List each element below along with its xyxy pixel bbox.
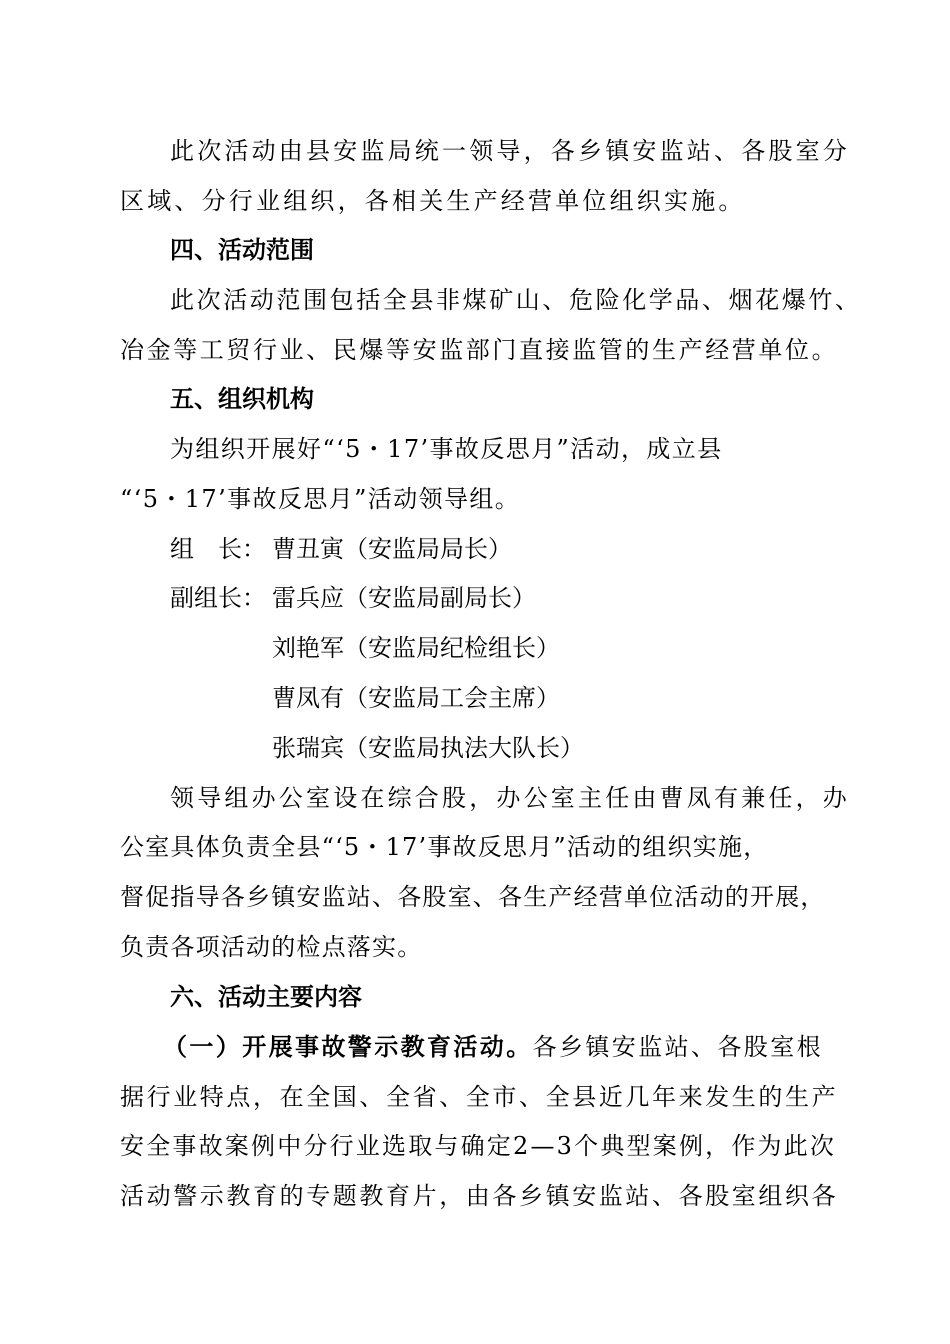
deputy-name: 刘艳军（安监局纪检组长）: [272, 634, 560, 662]
paragraph-text: 各乡镇安监站、各股室根: [532, 1033, 824, 1061]
section-heading-organization: 五、组织机构: [170, 385, 314, 413]
paragraph-line: 区域、分行业组织，各相关生产经营单位组织实施。: [120, 187, 746, 215]
paragraph-line: 为组织开展好“‘5・17’事故反思月”活动，成立县: [170, 435, 723, 463]
deputy-name: 曹凤有（安监局工会主席）: [272, 684, 560, 712]
paragraph-line: 此次活动范围包括全县非煤矿山、危险化学品、烟花爆竹、: [170, 286, 862, 314]
section-heading-scope: 四、活动范围: [170, 236, 314, 264]
paragraph-line: “‘5・17’事故反思月”活动领导组。: [120, 485, 521, 513]
paragraph-line: 领导组办公室设在综合股，办公室主任由曹凤有兼任，办: [170, 784, 850, 812]
paragraph-line: 活动警示教育的专题教育片，由各乡镇安监站、各股室组织各: [120, 1182, 839, 1210]
deputy-name: 张瑞宾（安监局执法大队长）: [272, 734, 584, 762]
deputy-name: 雷兵应（安监局副局长）: [272, 584, 536, 612]
paragraph-line: 安全事故案例中分行业选取与确定2—3个典型案例，作为此次: [120, 1132, 837, 1160]
paragraph-line: 负责各项活动的检点落实。: [120, 933, 423, 961]
leader-name: 曹丑寅（安监局局长）: [272, 535, 512, 563]
subsection-title: （一）开展事故警示教育活动。: [163, 1032, 533, 1061]
paragraph-line: 公室具体负责全县“‘5・17’事故反思月”活动的组织实施，: [120, 833, 769, 861]
paragraph-line: 冶金等工贸行业、民爆等安监部门直接监管的生产经营单位。: [120, 336, 839, 364]
section-heading-content: 六、活动主要内容: [170, 983, 362, 1011]
paragraph-line: 据行业特点，在全国、全省、全市、全县近几年来发生的生产: [120, 1083, 839, 1111]
leader-role-label: 组 长：: [170, 535, 266, 563]
paragraph-line: 此次活动由县安监局统一领导，各乡镇安监站、各股室分: [170, 137, 850, 165]
paragraph-line: 督促指导各乡镇安监站、各股室、各生产经营单位活动的开展，: [120, 883, 826, 911]
deputy-role-label: 副组长：: [170, 584, 266, 612]
paragraph-line: [163, 1031, 823, 1063]
